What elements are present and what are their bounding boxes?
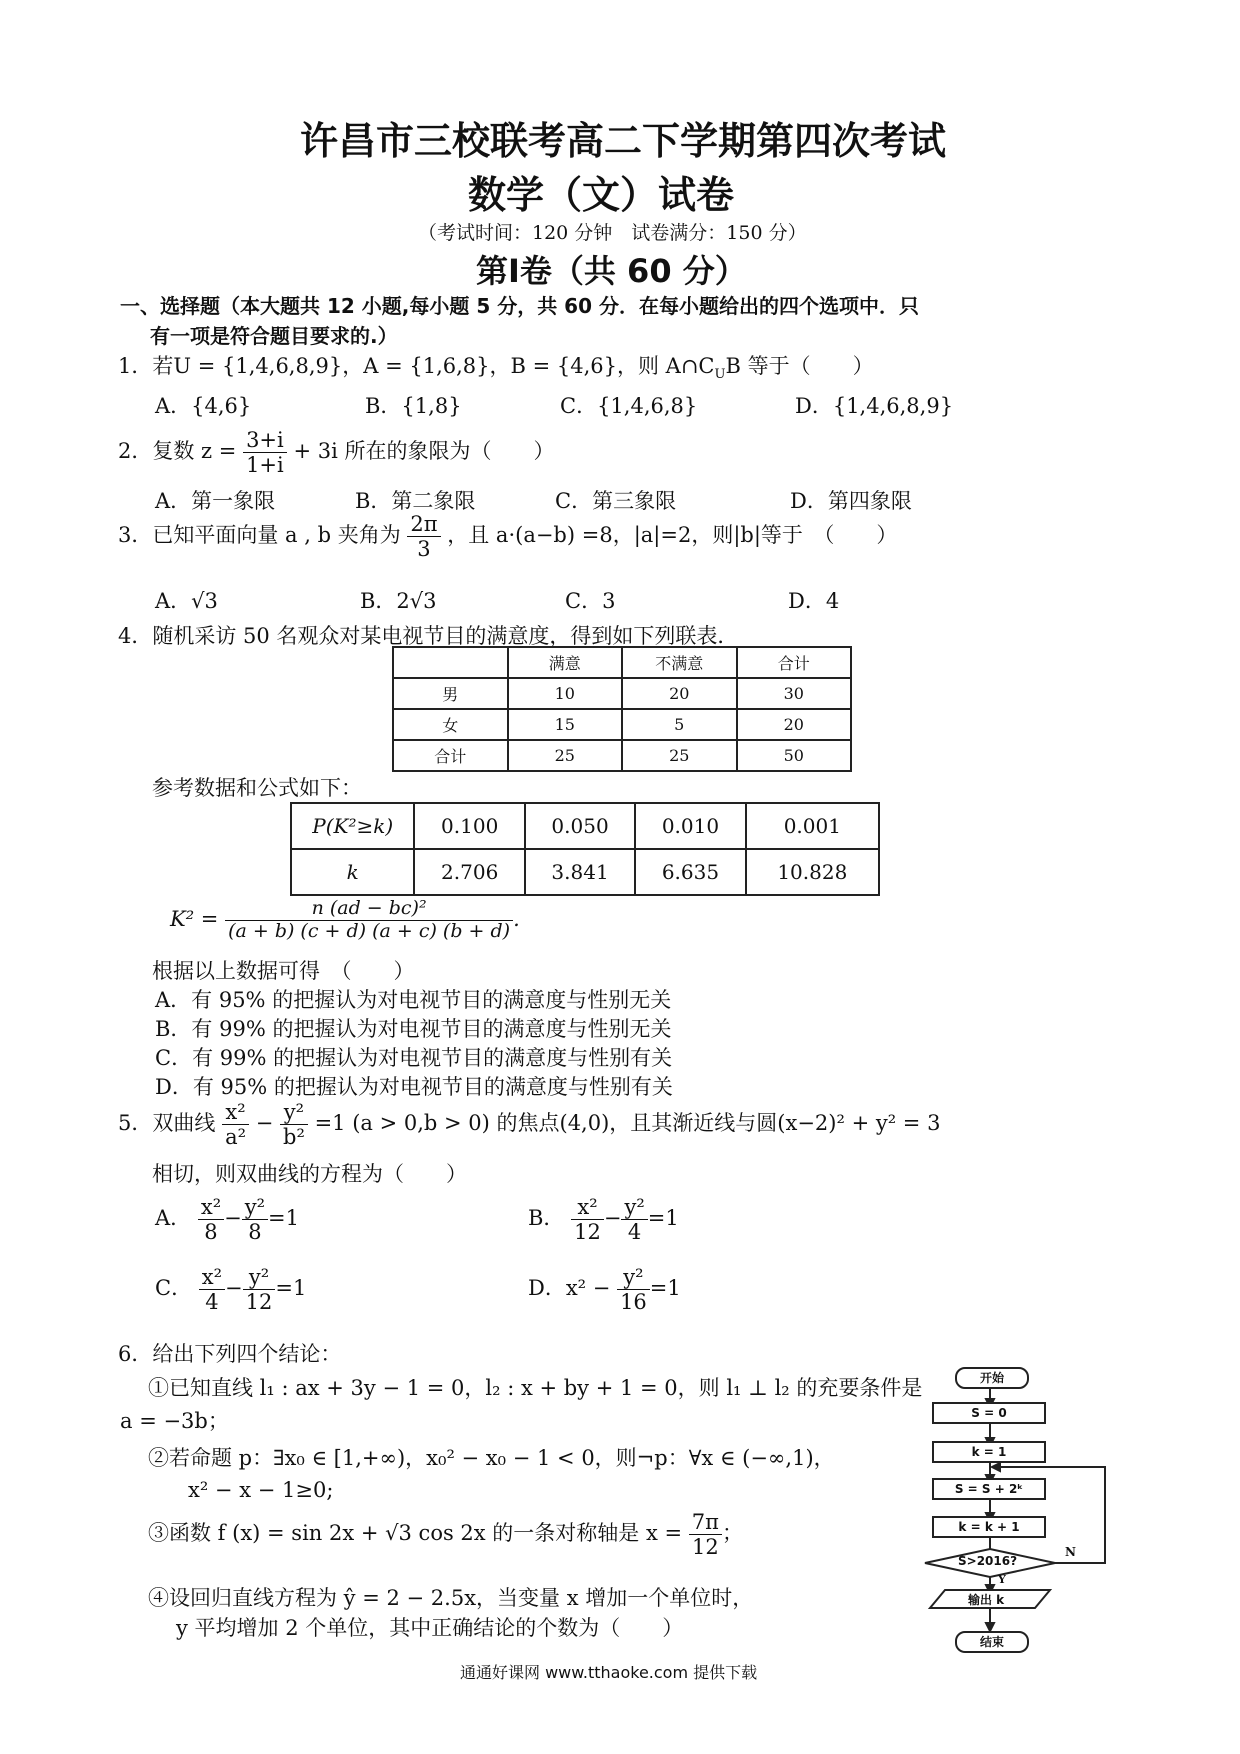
q5-f1d: a² [225, 1125, 247, 1150]
contingency-table [392, 646, 852, 772]
frac-num: y² [621, 1195, 647, 1220]
section-instruction-line1: 一、选择题（本大题共 12 小题,每小题 5 分，共 60 分．在每小题给出的四个选项中．只 [120, 294, 919, 318]
table-cell: 3.841 [525, 849, 635, 895]
q5-d-label: D．x² − [528, 1276, 611, 1301]
table-cell [393, 647, 508, 678]
q3-option-d: D．4 [788, 589, 840, 613]
q3-pre: 3．已知平面向量 a , b 夹角为 [118, 523, 401, 548]
flowchart [920, 1365, 1130, 1695]
equals-one: =1 [649, 1276, 681, 1301]
section-instruction-line2: 有一项是符合题目要求的.） [150, 324, 398, 348]
formula-fraction [225, 898, 513, 943]
q5-f2d: b² [283, 1125, 305, 1150]
table-cell: P(K²≥k) [291, 803, 414, 849]
equals-one: =1 [647, 1206, 679, 1231]
q1-option-b: B．{1,8} [365, 394, 462, 418]
q2-option-d: D．第四象限 [790, 489, 912, 513]
q2-option-c: C．第三象限 [555, 489, 677, 513]
k-squared-formula: K² = $\frac{\text{n (ad − bc)²}}{(a + b) (c + d) (a + c) (b + d)}$ . [170, 897, 520, 942]
q5-option-b [528, 1195, 679, 1244]
q5-c-frac2 [243, 1265, 276, 1314]
flowchart-start: 开始 [955, 1367, 1029, 1389]
question-2-stem [118, 428, 554, 477]
q5-d-frac [617, 1265, 650, 1314]
flowchart-yes-label: Y [998, 1573, 1006, 1586]
q3-num: 2π [407, 512, 440, 537]
q2-num: 3+i [243, 428, 287, 453]
table-cell: 0.010 [635, 803, 745, 849]
q6-statement-1a: ①已知直线 l₁ : ax + 3y − 1 = 0，l₂ : x + by + 1 = 0，则 l₁ ⊥ l₂ 的充要条件是 [148, 1376, 923, 1400]
q1-sub: U [714, 367, 726, 383]
question-1-stem [118, 350, 874, 382]
table-cell: 20 [622, 678, 737, 709]
q5-a-frac1 [198, 1195, 224, 1244]
table-cell: 女 [393, 709, 508, 740]
q3-den: 3 [417, 537, 431, 562]
q1-option-c: C．{1,4,6,8} [560, 394, 698, 418]
question-3-stem [118, 512, 897, 561]
q2-post: + 3i 所在的象限为（ ） [293, 439, 555, 464]
q5-option-a [155, 1195, 299, 1244]
q3-option-a: A．√3 [155, 589, 218, 613]
flowchart-no-label: N [1065, 1545, 1076, 1559]
table-cell: 2.706 [414, 849, 524, 895]
q2-option-a: A．第一象限 [155, 489, 276, 513]
table-cell: 10 [508, 678, 623, 709]
q1-option-d: D．{1,4,6,8,9} [795, 394, 954, 418]
frac-den: 8 [204, 1220, 218, 1245]
table-cell: 50 [737, 740, 852, 771]
flowchart-increment: k = k + 1 [932, 1516, 1046, 1538]
frac-num: y² [243, 1265, 276, 1290]
table-cell: 合计 [737, 647, 852, 678]
frac-den: 12 [692, 1535, 719, 1560]
q4-option-a: A．有 95% 的把握认为对电视节目的满意度与性别无关 [155, 988, 672, 1012]
table-cell: k [291, 849, 414, 895]
q4-option-b: B．有 99% 的把握认为对电视节目的满意度与性别无关 [155, 1017, 672, 1041]
q6-statement-2a: ②若命题 p：∃x₀ ∈ [1,+∞)，x₀² − x₀ − 1 < 0，则¬p：∀x ∈ (−∞,1)， [148, 1446, 835, 1470]
q5-post: =1 (a > 0,b > 0) 的焦点(4,0)，且其渐近线与圆(x−2)² + y² = 3 [314, 1111, 941, 1136]
q1-stem-end: B 等于（ ） [725, 354, 874, 378]
table-cell: 25 [622, 740, 737, 771]
frac-den: 12 [245, 1290, 273, 1315]
question-6-stem: 6．给出下列四个结论： [118, 1342, 342, 1366]
equals-one: =1 [275, 1276, 307, 1301]
q6-statement-1b: a = −3b； [120, 1409, 229, 1433]
table-cell: 25 [508, 740, 623, 771]
table-cell: 5 [622, 709, 737, 740]
q6-statement-2b: x² − x − 1≥0; [188, 1478, 334, 1502]
q6-statement-4b: y 平均增加 2 个单位，其中正确结论的个数为（ ） [176, 1616, 684, 1640]
q5-option-c [155, 1265, 306, 1314]
q6-s3-text: ③函数 f (x) = sin 2x + √3 cos 2x 的一条对称轴是 x = [148, 1521, 683, 1546]
table-cell: 15 [508, 709, 623, 740]
q5-mid: − [255, 1111, 274, 1136]
q2-fraction [243, 428, 287, 477]
table-row [393, 678, 851, 709]
frac-den: 16 [620, 1290, 647, 1315]
q2-pre: 2．复数 z = [118, 439, 237, 464]
table-row [393, 709, 851, 740]
q3-post: ，且 a·(a−b) =8，|a|=2，则|b|等于 （ ） [447, 523, 898, 548]
q5-c-frac1 [199, 1265, 225, 1314]
q3-option-c: C．3 [565, 589, 616, 613]
frac-num: y² [242, 1195, 268, 1220]
question-4-stem: 4．随机采访 50 名观众对某电视节目的满意度，得到如下列联表． [118, 624, 739, 648]
q3-fraction [407, 512, 440, 561]
q3-option-b: B．2√3 [360, 589, 437, 613]
q6-s3-post: ； [721, 1521, 743, 1546]
q5-b-label: B． [528, 1206, 565, 1231]
frac-num: x² [199, 1265, 225, 1290]
q5-b-frac2 [621, 1195, 647, 1244]
q4-option-d: D．有 95% 的把握认为对电视节目的满意度与性别有关 [155, 1075, 673, 1099]
q5-f1n: x² [222, 1100, 249, 1125]
q2-option-b: B．第二象限 [355, 489, 476, 513]
flowchart-sum: S = S + 2ᵏ [932, 1478, 1046, 1500]
frac-den: 12 [574, 1220, 601, 1245]
table-cell: 不满意 [622, 647, 737, 678]
table-row [393, 740, 851, 771]
critical-value-table [290, 802, 880, 896]
table-cell: 男 [393, 678, 508, 709]
exam-title-line1: 许昌市三校联考高二下学期第四次考试 [300, 119, 947, 163]
question-5-stem [118, 1100, 940, 1149]
q1-option-a: A．{4,6} [155, 394, 252, 418]
q5-frac1 [222, 1100, 249, 1149]
q5-pre: 5．双曲线 [118, 1111, 216, 1136]
q4-reference-label: 参考数据和公式如下： [152, 776, 362, 800]
frac-num: 7π [689, 1510, 722, 1535]
formula-num: n (ad − bc)² [225, 898, 513, 921]
q5-a-label: A． [155, 1206, 192, 1231]
formula-lhs: K² = [170, 906, 219, 931]
flowchart-end: 结束 [955, 1631, 1029, 1653]
table-cell: 0.050 [525, 803, 635, 849]
minus-sign: − [224, 1206, 242, 1231]
q5-f2n: y² [280, 1100, 308, 1125]
exam-title-line2: 数学（文）试卷 [468, 173, 735, 217]
frac-num: x² [198, 1195, 224, 1220]
table-row [291, 803, 879, 849]
table-cell: 20 [737, 709, 852, 740]
minus-sign: − [225, 1276, 243, 1301]
frac-den: 4 [205, 1290, 219, 1315]
flowchart-condition: S>2016? [958, 1554, 1018, 1568]
footer-source: 通通好课网 www.tthaoke.com 提供下载 [460, 1663, 758, 1682]
q5-c-label: C． [155, 1276, 193, 1301]
q5-option-d [528, 1265, 681, 1314]
flowchart-output: 输出 k [968, 1593, 1005, 1607]
q6-statement-3 [148, 1510, 743, 1559]
table-cell: 满意 [508, 647, 623, 678]
frac-num: x² [571, 1195, 604, 1220]
q5-frac2 [280, 1100, 308, 1149]
q4-conclude: 根据以上数据可得 （ ） [152, 959, 415, 983]
q6-s3-frac [689, 1510, 722, 1559]
frac-den: 4 [627, 1220, 642, 1245]
q6-statement-4a: ④设回归直线方程为 ŷ = 2 − 2.5x，当变量 x 增加一个单位时， [148, 1586, 754, 1610]
formula-den: (a + b) (c + d) (a + c) (b + d) [228, 919, 511, 942]
q5-b-frac1 [571, 1195, 604, 1244]
minus-sign: − [603, 1206, 622, 1231]
table-cell: 0.001 [746, 803, 879, 849]
table-cell: 10.828 [746, 849, 879, 895]
frac-num: y² [617, 1265, 650, 1290]
flowchart-k-init: k = 1 [932, 1441, 1046, 1463]
q1-stem-text: 1．若U = {1,4,6,8,9}，A = {1,6,8}，B = {4,6}，则 A∩C [118, 354, 715, 378]
q5-line2: 相切，则双曲线的方程为（ ） [152, 1162, 467, 1186]
q5-a-frac2 [242, 1195, 268, 1244]
table-row [393, 647, 851, 678]
equals-one: =1 [268, 1206, 299, 1231]
volume-heading: 第Ⅰ卷（共 60 分） [476, 252, 747, 290]
table-cell: 合计 [393, 740, 508, 771]
exam-subtitle: （考试时间：120 分钟 试卷满分：150 分） [418, 222, 807, 244]
table-cell: 30 [737, 678, 852, 709]
q4-option-c: C．有 99% 的把握认为对电视节目的满意度与性别有关 [155, 1046, 673, 1070]
frac-den: 8 [248, 1220, 262, 1245]
table-cell: 0.100 [414, 803, 524, 849]
table-row [291, 849, 879, 895]
q2-den: 1+i [246, 453, 284, 478]
table-cell: 6.635 [635, 849, 745, 895]
flowchart-s-init: S = 0 [932, 1402, 1046, 1424]
